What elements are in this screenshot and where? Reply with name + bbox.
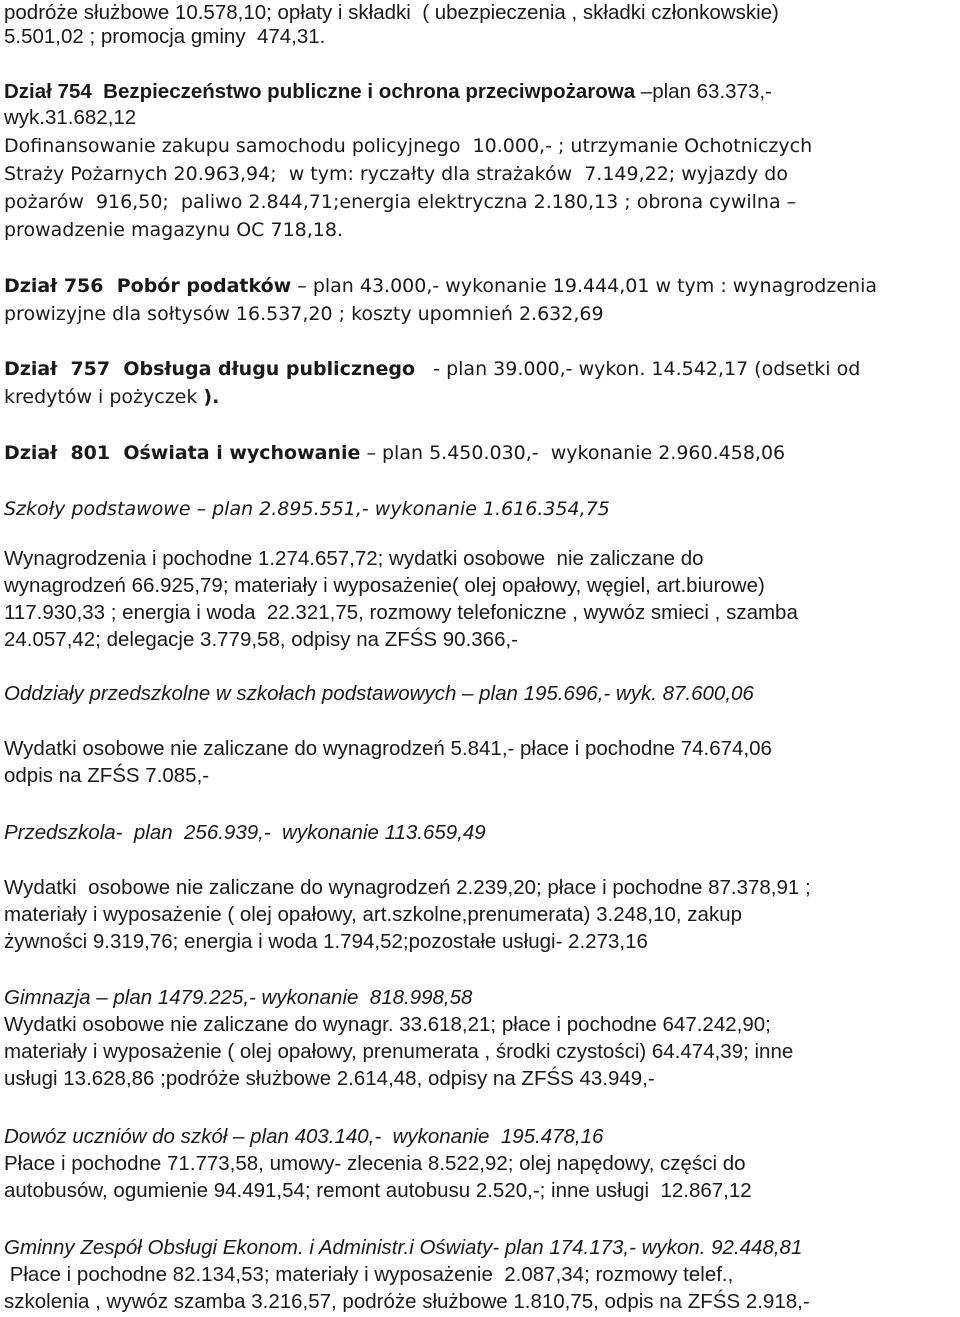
section-757-heading: Dział 757 Obsługa długu publicznego <box>4 358 416 380</box>
text-line: odpis na ZFŚS 7.085,- <box>4 764 210 787</box>
section-757-line-2 <box>4 384 219 410</box>
text-line: Wydatki osobowe nie zaliczane do wynagr. 33.618,21; płace i pochodne 647.242,90; <box>4 1013 771 1036</box>
section-756-line <box>4 273 877 299</box>
text-line: prowizyjne dla sołtysów 16.537,20 ; koszty upomnień 2.632,69 <box>4 303 604 325</box>
text-line: Wydatki osobowe nie zaliczane do wynagrodzeń 5.841,- płace i pochodne 74.674,06 <box>4 737 772 760</box>
section-801-line <box>4 440 785 466</box>
text-line: żywności 9.319,76; energia i woda 1.794,52;pozostałe usługi- 2.273,16 <box>4 930 648 953</box>
subsection-heading: Gminny Zespół Obsługi Ekonom. i Administr.i Oświaty- plan 174.173,- wykon. 92.448,81 <box>4 1236 803 1259</box>
section-754-plan: –plan 63.373,- <box>635 80 772 103</box>
section-756-heading: Dział 756 Pobór podatków <box>4 275 292 297</box>
section-757-rest: - plan 39.000,- wykon. 14.542,17 (odsetki od <box>415 358 861 380</box>
section-801-heading: Dział 801 Oświata i wychowanie <box>4 442 361 464</box>
subsection-heading: Oddziały przedszkolne w szkołach podstawowych – plan 195.696,- wyk. 87.600,06 <box>4 682 754 705</box>
section-757-end: ). <box>203 386 220 408</box>
text-line: wynagrodzeń 66.925,79; materiały i wyposażenie( olej opałowy, węgiel, art.biurowe) <box>4 574 765 597</box>
text-line: Płace i pochodne 71.773,58, umowy- zlecenia 8.522,92; olej napędowy, części do <box>4 1152 746 1175</box>
section-757-line <box>4 356 860 382</box>
text-line: szkolenia , wywóz szamba 3.216,57, podróże służbowe 1.810,75, odpis na ZFŚS 2.918,- <box>4 1290 810 1313</box>
text-line: materiały i wyposażenie ( olej opałowy, art.szkolne,prenumerata) 3.248,10, zakup <box>4 903 742 926</box>
text-line: Dofinansowanie zakupu samochodu policyjnego 10.000,- ; utrzymanie Ochotniczych <box>4 135 813 157</box>
text-line: 117.930,33 ; energia i woda 22.321,75, rozmowy telefoniczne , wywóz smieci , szamba <box>4 601 798 624</box>
text-line: podróże służbowe 10.578,10; opłaty i składki ( ubezpieczenia , składki członkowskie) <box>4 1 779 24</box>
text-line: Płace i pochodne 82.134,53; materiały i wyposażenie 2.087,34; rozmowy telef., <box>4 1263 734 1286</box>
text-line: pożarów 916,50; paliwo 2.844,71;energia elektryczna 2.180,13 ; obrona cywilna – <box>4 191 797 213</box>
subsection-heading: Szkoły podstawowe – plan 2.895.551,- wykonanie 1.616.354,75 <box>4 498 610 520</box>
text-line: wyk.31.682,12 <box>4 106 137 129</box>
text-line: Straży Pożarnych 20.963,94; w tym: ryczałty dla strażaków 7.149,22; wyjazdy do <box>4 163 788 185</box>
text-line: usługi 13.628,86 ;podróże służbowe 2.614,48, odpisy na ZFŚS 43.949,- <box>4 1067 655 1090</box>
text-line: materiały i wyposażenie ( olej opałowy, prenumerata , środki czystości) 64.474,39; inne <box>4 1040 794 1063</box>
section-757-text: kredytów i pożyczek <box>4 386 204 408</box>
subsection-heading: Przedszkola- plan 256.939,- wykonanie 113.659,49 <box>4 821 486 844</box>
text-line: Wynagrodzenia i pochodne 1.274.657,72; wydatki osobowe nie zaliczane do <box>4 547 704 570</box>
text-line: autobusów, ogumienie 94.491,54; remont autobusu 2.520,-; inne usługi 12.867,12 <box>4 1179 752 1202</box>
subsection-heading: Dowóz uczniów do szkół – plan 403.140,- wykonanie 195.478,16 <box>4 1125 604 1148</box>
text-line: Wydatki osobowe nie zaliczane do wynagrodzeń 2.239,20; płace i pochodne 87.378,91 ; <box>4 876 811 899</box>
subsection-heading: Gimnazja – plan 1479.225,- wykonanie 818.998,58 <box>4 986 473 1009</box>
section-756-rest: – plan 43.000,- wykonanie 19.444,01 w tym : wynagrodzenia <box>291 275 877 297</box>
text-line: 5.501,02 ; promocja gminy 474,31. <box>4 25 326 48</box>
text-line: prowadzenie magazynu OC 718,18. <box>4 219 344 241</box>
text-line: 24.057,42; delegacje 3.779,58, odpisy na ZFŚS 90.366,- <box>4 628 519 651</box>
section-754-line <box>4 79 772 105</box>
section-754-heading: Dział 754 Bezpieczeństwo publiczne i ochrona przeciwpożarowa <box>4 80 636 103</box>
section-801-rest: – plan 5.450.030,- wykonanie 2.960.458,06 <box>360 442 786 464</box>
